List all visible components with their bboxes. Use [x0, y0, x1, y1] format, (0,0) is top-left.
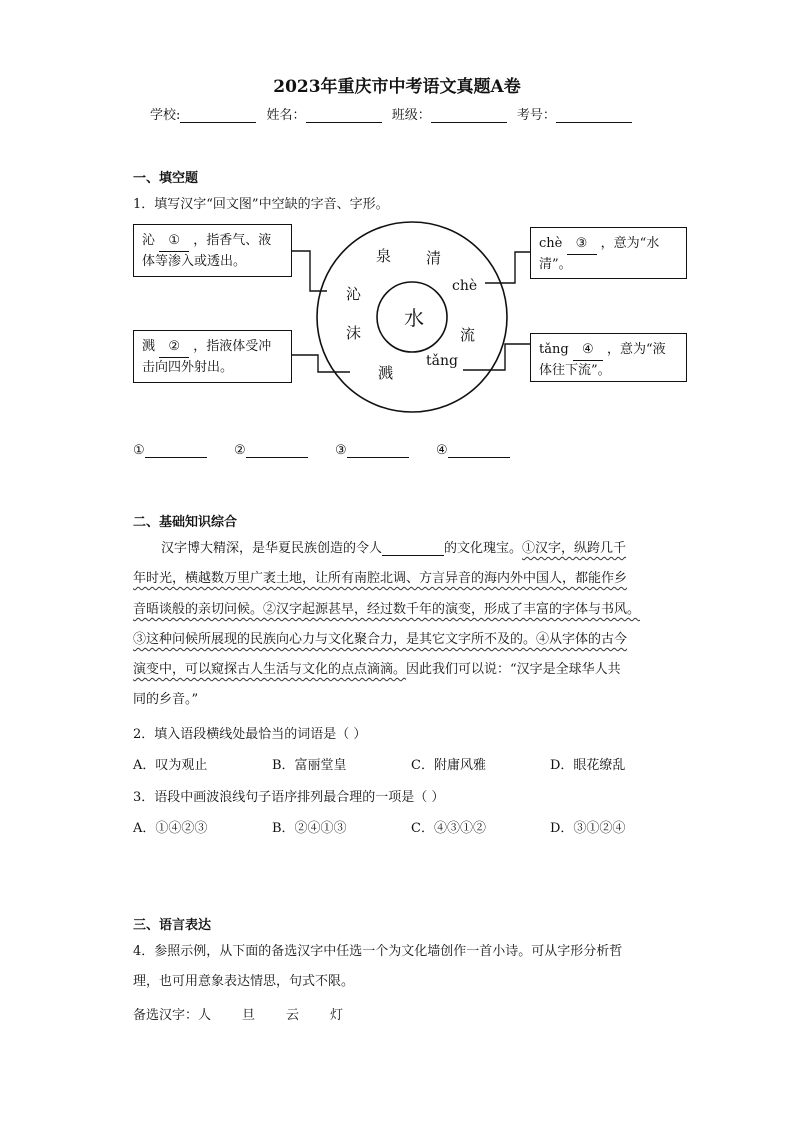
- candidate-2: 旦: [242, 1008, 256, 1023]
- box-tang: tǎng ④ ，意为“液体往下流”。: [530, 333, 687, 382]
- candidate-chars: [133, 1004, 374, 1023]
- q3-option-c[interactable]: C．④③①②: [411, 821, 486, 836]
- circle-char-qing: 清: [426, 249, 442, 267]
- question-1: 1．填写汉字“回文图”中空缺的字音、字形。: [133, 197, 389, 212]
- box-qin: 沁 ① ，指香气、液体等渗入或透出。: [133, 224, 292, 277]
- answer-2: ②: [234, 443, 314, 458]
- answer-1: ①: [133, 443, 213, 458]
- circle-char-qin: 沁: [346, 285, 362, 303]
- blank-3[interactable]: ③: [567, 234, 597, 255]
- circle-char-quan: 泉: [376, 247, 392, 265]
- candidate-1: 人: [198, 1008, 212, 1023]
- question-3: 3．语段中画波浪线句子语序排列最合理的一项是（ ）: [133, 790, 445, 805]
- q3-option-b[interactable]: B．②④①③: [272, 821, 347, 836]
- school-label: 学校:: [150, 108, 181, 123]
- answer-3: ③: [335, 443, 415, 458]
- box-jian: 溅 ② ，指液体受冲击向四外射出。: [133, 330, 292, 383]
- para-blank[interactable]: [382, 541, 444, 556]
- blank-2[interactable]: ②: [159, 337, 189, 358]
- para-line-1: 汉字博大精深，是华夏民族创造的令人 的文化瑰宝。①汉字，纵跨几千: [161, 541, 627, 556]
- circle-char-jian: 溅: [378, 364, 394, 382]
- q2-option-b[interactable]: B．富丽堂皇: [272, 758, 347, 773]
- circle-char-che: chè: [452, 278, 478, 294]
- page-title: 2023年重庆市中考语文真题A卷: [273, 77, 521, 97]
- exam-no-label: 考号：: [516, 108, 556, 123]
- q3-option-a[interactable]: A．①④②③: [133, 821, 208, 836]
- para-line-6: 同的乡音。”: [133, 692, 199, 707]
- candidate-3: 云: [286, 1008, 300, 1023]
- section-1-heading: 一、填空题: [133, 171, 199, 186]
- para-line-4: ③这种问候所展现的民族向心力与文化聚合力，是其它文字所不及的。④从字体的古今: [133, 632, 628, 647]
- blank-4[interactable]: ④: [573, 340, 603, 361]
- connector-br: [463, 344, 530, 370]
- para-line-5: 演变中，可以窥探古人生活与文化的点点滴滴。因此我们可以说：“汉字是全球华人共: [133, 662, 621, 677]
- section-2-heading: 二、基础知识综合: [133, 515, 238, 530]
- answer-3-field[interactable]: [347, 443, 409, 458]
- answer-4: ④: [436, 443, 516, 458]
- q2-option-c[interactable]: C．附庸风雅: [411, 758, 486, 773]
- circle-char-tang: tǎng: [426, 353, 458, 369]
- para-line-2: 年时光，横越数万里广袤土地，让所有南腔北调、方言异音的海内外中国人，都能作乡: [133, 571, 628, 586]
- answer-1-field[interactable]: [145, 443, 207, 458]
- name-label: 姓名：: [266, 108, 306, 123]
- candidate-4: 灯: [330, 1008, 344, 1023]
- box-che: chè ③ ，意为“水清”。: [530, 227, 687, 279]
- question-4-line-2: 理，也可用意象表达情思，句式不限。: [133, 974, 355, 989]
- connector-tr: [485, 252, 530, 283]
- answer-4-field[interactable]: [448, 443, 510, 458]
- blank-1[interactable]: ①: [159, 231, 189, 252]
- question-4-line-1: 4．参照示例，从下面的备选汉字中任选一个为文化墙创作一首小诗。可从字形分析哲: [133, 944, 623, 959]
- center-char: 水: [404, 306, 424, 330]
- q2-option-a[interactable]: A．叹为观止: [133, 758, 208, 773]
- class-label: 班级：: [391, 108, 431, 123]
- candidates-label: 备选汉字：: [133, 1008, 199, 1023]
- answer-2-field[interactable]: [246, 443, 308, 458]
- para-line-3: 音晤谈般的亲切问候。②汉字起源甚早，经过数千年的演变，形成了丰富的字体与书风。: [133, 602, 641, 617]
- circle-char-mo: 沫: [346, 324, 362, 342]
- q2-option-d[interactable]: D．眼花缭乱: [550, 758, 626, 773]
- question-2: 2．填入语段横线处最恰当的词语是（ ）: [133, 727, 367, 742]
- section-3-heading: 三、语言表达: [133, 918, 212, 933]
- connector-bl: [292, 355, 350, 372]
- circle-char-liu: 流: [460, 326, 476, 344]
- q3-option-d[interactable]: D．③①②④: [550, 821, 626, 836]
